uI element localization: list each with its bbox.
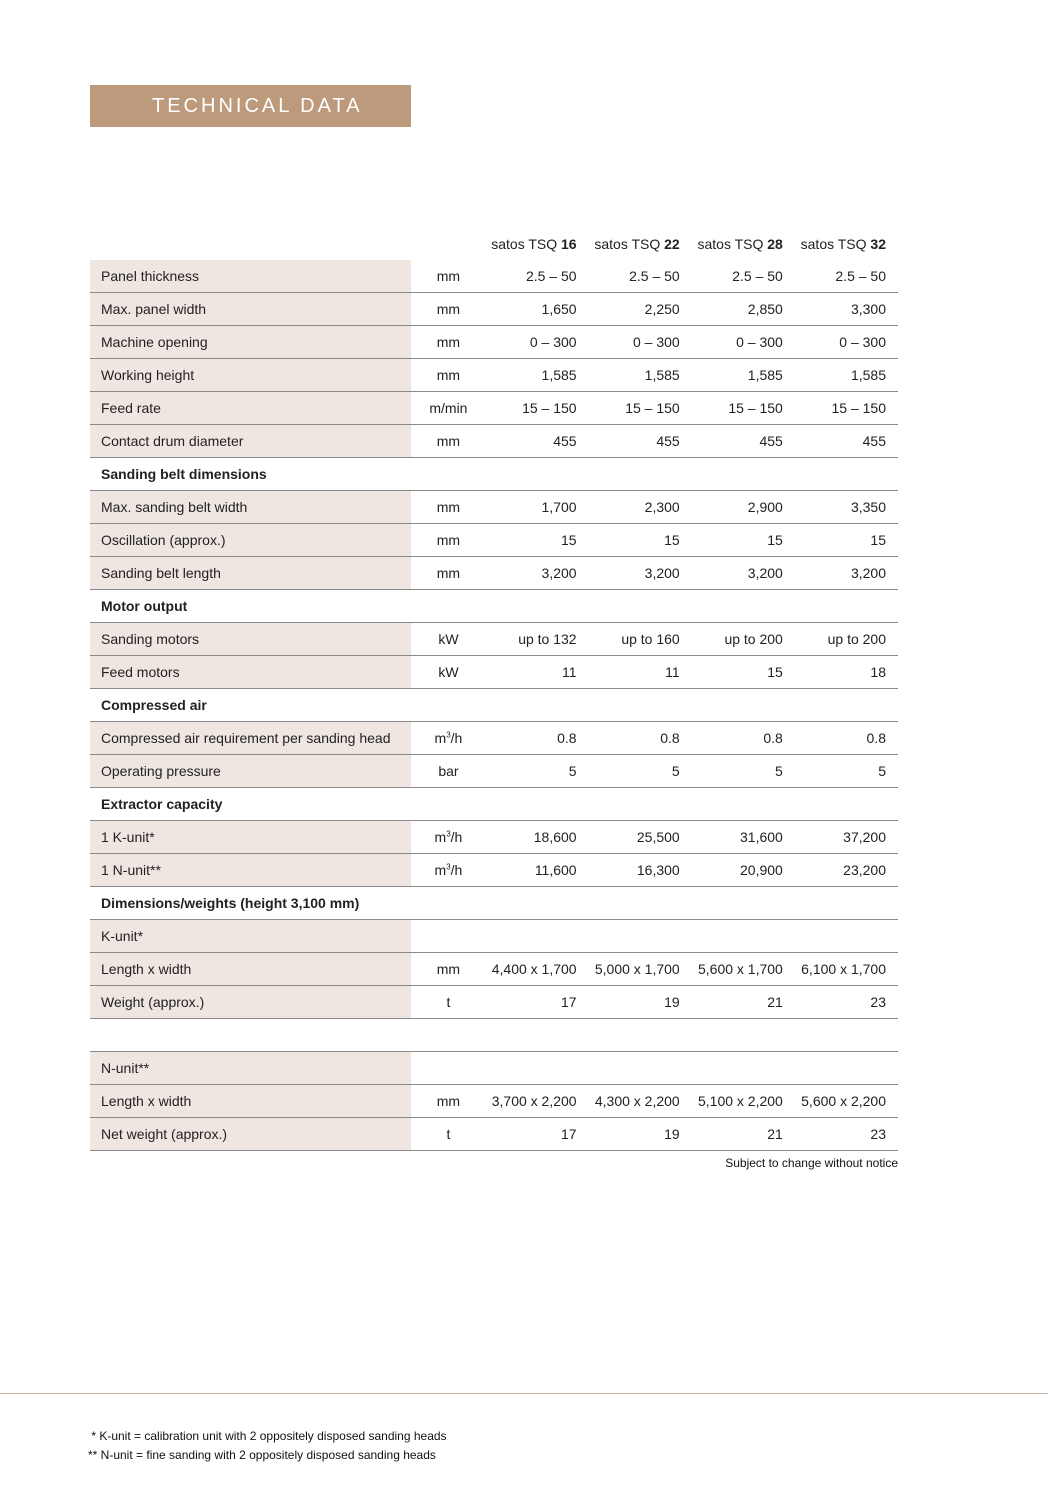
row-label: Net weight (approx.): [90, 1118, 411, 1151]
spacer-cell: [90, 1019, 898, 1052]
unit-cell: [411, 392, 485, 425]
unit-text: mm: [436, 268, 461, 284]
unit-cell: [411, 623, 485, 656]
unit-cell: [411, 1118, 485, 1151]
row-label: Operating pressure: [90, 755, 411, 788]
table-row: [90, 1052, 898, 1085]
row-label: Length x width: [90, 1085, 411, 1118]
row-label: Max. sanding belt width: [90, 491, 411, 524]
footer-divider: [0, 1393, 1048, 1394]
value-cell: 3,350: [795, 491, 898, 524]
value-cell: 3,200: [795, 557, 898, 590]
value-cell: [589, 1052, 692, 1085]
unit-text: bar: [438, 763, 459, 779]
unit-text: m: [434, 730, 447, 746]
table-row: [90, 260, 898, 293]
value-cell: 2,900: [692, 491, 795, 524]
model-number: 32: [870, 236, 886, 252]
value-cell: up to 160: [589, 623, 692, 656]
row-label: Max. panel width: [90, 293, 411, 326]
value-cell: 15 – 150: [485, 392, 588, 425]
row-label: Weight (approx.): [90, 986, 411, 1019]
value-cell: 2.5 – 50: [589, 260, 692, 293]
header-label-cell: [90, 228, 411, 260]
section-row: [90, 689, 898, 722]
unit-suffix: /h: [450, 730, 463, 746]
value-cell: [485, 920, 588, 953]
unit-text: mm: [436, 499, 461, 515]
unit-cell: [411, 524, 485, 557]
value-cell: 5: [589, 755, 692, 788]
value-cell: 23: [795, 1118, 898, 1151]
unit-cell: [411, 491, 485, 524]
value-cell: 1,700: [485, 491, 588, 524]
section-row: [90, 590, 898, 623]
row-label: Oscillation (approx.): [90, 524, 411, 557]
unit-text: mm: [436, 1093, 461, 1109]
unit-text: mm: [436, 961, 461, 977]
unit-superscript: 3: [446, 862, 451, 872]
model-header: [589, 228, 692, 260]
value-cell: up to 132: [485, 623, 588, 656]
value-cell: 5,000 x 1,700: [589, 953, 692, 986]
value-cell: 23,200: [795, 854, 898, 887]
value-cell: 37,200: [795, 821, 898, 854]
unit-cell: [411, 656, 485, 689]
table-row: [90, 623, 898, 656]
table-row: [90, 491, 898, 524]
header-unit-cell: [411, 228, 485, 260]
unit-cell: [411, 326, 485, 359]
value-cell: 2.5 – 50: [795, 260, 898, 293]
table-row: [90, 722, 898, 755]
table-body: [90, 260, 898, 1151]
value-cell: 21: [692, 1118, 795, 1151]
unit-text: mm: [436, 367, 461, 383]
model-header: [692, 228, 795, 260]
value-cell: 5,600 x 1,700: [692, 953, 795, 986]
unit-cell: [411, 755, 485, 788]
value-cell: 15: [589, 524, 692, 557]
value-cell: 4,400 x 1,700: [485, 953, 588, 986]
unit-cell: [411, 854, 485, 887]
value-cell: 23: [795, 986, 898, 1019]
section-filler: [411, 590, 898, 623]
model-number: 22: [664, 236, 680, 252]
unit-text: mm: [436, 433, 461, 449]
footnote-k-unit: * K-unit = calibration unit with 2 oppositely disposed sanding heads: [88, 1429, 447, 1443]
row-label: 1 K-unit*: [90, 821, 411, 854]
table-row: [90, 1118, 898, 1151]
value-cell: 15: [485, 524, 588, 557]
row-label: Sanding motors: [90, 623, 411, 656]
unit-superscript: 3: [446, 829, 451, 839]
model-prefix: satos TSQ: [800, 236, 871, 252]
value-cell: 5,600 x 2,200: [795, 1085, 898, 1118]
section-row: [90, 788, 898, 821]
value-cell: 1,585: [485, 359, 588, 392]
unit-text: mm: [436, 532, 461, 548]
value-cell: up to 200: [795, 623, 898, 656]
spacer-row: [90, 1019, 898, 1052]
section-row: [90, 458, 898, 491]
value-cell: 5: [485, 755, 588, 788]
footnote-n-unit: ** N-unit = fine sanding with 2 oppositely disposed sanding heads: [88, 1448, 436, 1462]
table-row: [90, 1085, 898, 1118]
value-cell: 15 – 150: [692, 392, 795, 425]
value-cell: 11: [485, 656, 588, 689]
value-cell: 2.5 – 50: [692, 260, 795, 293]
unit-suffix: /h: [450, 862, 463, 878]
value-cell: 3,700 x 2,200: [485, 1085, 588, 1118]
section-row: [90, 887, 898, 920]
row-label: K-unit*: [90, 920, 411, 953]
value-cell: 25,500: [589, 821, 692, 854]
unit-text: mm: [436, 565, 461, 581]
table-header-row: [90, 228, 898, 260]
table-row: [90, 821, 898, 854]
value-cell: [795, 1052, 898, 1085]
value-cell: 3,300: [795, 293, 898, 326]
value-cell: 0 – 300: [795, 326, 898, 359]
value-cell: 19: [589, 986, 692, 1019]
value-cell: 455: [485, 425, 588, 458]
value-cell: [692, 1052, 795, 1085]
table-row: [90, 656, 898, 689]
section-heading: Extractor capacity: [90, 788, 411, 821]
unit-cell: [411, 821, 485, 854]
value-cell: 19: [589, 1118, 692, 1151]
unit-text: t: [446, 1126, 451, 1142]
value-cell: [589, 920, 692, 953]
unit-text: m: [434, 862, 447, 878]
value-cell: 5: [795, 755, 898, 788]
row-label: Compressed air requirement per sanding head: [90, 722, 411, 755]
table-row: [90, 524, 898, 557]
section-heading: Dimensions/weights (height 3,100 mm): [90, 887, 411, 920]
row-label: 1 N-unit**: [90, 854, 411, 887]
value-cell: 3,200: [692, 557, 795, 590]
value-cell: 5,100 x 2,200: [692, 1085, 795, 1118]
unit-cell: [411, 293, 485, 326]
model-header: [485, 228, 588, 260]
row-label: Panel thickness: [90, 260, 411, 293]
table-row: [90, 557, 898, 590]
unit-cell: [411, 722, 485, 755]
value-cell: 15: [692, 656, 795, 689]
unit-text: m/min: [429, 400, 468, 416]
section-heading: Sanding belt dimensions: [90, 458, 411, 491]
value-cell: 1,585: [795, 359, 898, 392]
row-label: N-unit**: [90, 1052, 411, 1085]
section-heading: Compressed air: [90, 689, 411, 722]
model-number: 16: [561, 236, 577, 252]
value-cell: 15 – 150: [795, 392, 898, 425]
value-cell: 18: [795, 656, 898, 689]
unit-text: m: [434, 829, 447, 845]
value-cell: [795, 920, 898, 953]
unit-superscript: 3: [446, 730, 451, 740]
model-prefix: satos TSQ: [491, 236, 562, 252]
value-cell: 455: [589, 425, 692, 458]
value-cell: 3,200: [485, 557, 588, 590]
table-row: [90, 293, 898, 326]
value-cell: 11,600: [485, 854, 588, 887]
section-filler: [411, 458, 898, 491]
value-cell: 21: [692, 986, 795, 1019]
value-cell: 0.8: [485, 722, 588, 755]
table-row: [90, 425, 898, 458]
section-filler: [411, 788, 898, 821]
value-cell: 3,200: [589, 557, 692, 590]
unit-text: kW: [438, 631, 459, 647]
value-cell: 1,585: [589, 359, 692, 392]
value-cell: 16,300: [589, 854, 692, 887]
value-cell: 18,600: [485, 821, 588, 854]
unit-cell: [411, 1052, 485, 1085]
value-cell: 0 – 300: [589, 326, 692, 359]
row-label: Length x width: [90, 953, 411, 986]
value-cell: 4,300 x 2,200: [589, 1085, 692, 1118]
table-row: [90, 854, 898, 887]
unit-cell: [411, 986, 485, 1019]
row-label: Contact drum diameter: [90, 425, 411, 458]
page-title-banner: [90, 85, 411, 127]
value-cell: 17: [485, 986, 588, 1019]
table-row: [90, 986, 898, 1019]
unit-cell: [411, 425, 485, 458]
section-heading: Motor output: [90, 590, 411, 623]
value-cell: 0.8: [692, 722, 795, 755]
section-filler: [411, 689, 898, 722]
unit-cell: [411, 260, 485, 293]
value-cell: 0 – 300: [485, 326, 588, 359]
value-cell: 2,250: [589, 293, 692, 326]
value-cell: 15: [795, 524, 898, 557]
row-label: Feed motors: [90, 656, 411, 689]
value-cell: 6,100 x 1,700: [795, 953, 898, 986]
row-label: Feed rate: [90, 392, 411, 425]
unit-cell: [411, 1085, 485, 1118]
value-cell: 20,900: [692, 854, 795, 887]
value-cell: 31,600: [692, 821, 795, 854]
table-row: [90, 755, 898, 788]
technical-data-table: [90, 228, 898, 1151]
value-cell: 11: [589, 656, 692, 689]
row-label: Sanding belt length: [90, 557, 411, 590]
value-cell: 2,850: [692, 293, 795, 326]
unit-text: mm: [436, 301, 461, 317]
value-cell: [692, 920, 795, 953]
unit-cell: [411, 557, 485, 590]
value-cell: 0 – 300: [692, 326, 795, 359]
change-notice: Subject to change without notice: [725, 1156, 898, 1170]
table-row: [90, 326, 898, 359]
table-row: [90, 392, 898, 425]
section-filler: [411, 887, 898, 920]
unit-text: kW: [438, 664, 459, 680]
value-cell: 0.8: [589, 722, 692, 755]
unit-suffix: /h: [450, 829, 463, 845]
page-title: TECHNICAL DATA: [152, 95, 363, 117]
value-cell: 455: [692, 425, 795, 458]
value-cell: 455: [795, 425, 898, 458]
unit-cell: [411, 359, 485, 392]
value-cell: [485, 1052, 588, 1085]
value-cell: 1,650: [485, 293, 588, 326]
value-cell: 1,585: [692, 359, 795, 392]
model-prefix: satos TSQ: [594, 236, 665, 252]
value-cell: 17: [485, 1118, 588, 1151]
model-number: 28: [767, 236, 783, 252]
unit-cell: [411, 953, 485, 986]
table-row: [90, 920, 898, 953]
table-row: [90, 953, 898, 986]
unit-text: mm: [436, 334, 461, 350]
value-cell: 2.5 – 50: [485, 260, 588, 293]
model-header: [795, 228, 898, 260]
row-label: Working height: [90, 359, 411, 392]
value-cell: 2,300: [589, 491, 692, 524]
value-cell: 15: [692, 524, 795, 557]
table-row: [90, 359, 898, 392]
value-cell: 5: [692, 755, 795, 788]
value-cell: up to 200: [692, 623, 795, 656]
value-cell: 0.8: [795, 722, 898, 755]
model-prefix: satos TSQ: [697, 236, 768, 252]
row-label: Machine opening: [90, 326, 411, 359]
unit-text: t: [446, 994, 451, 1010]
value-cell: 15 – 150: [589, 392, 692, 425]
unit-cell: [411, 920, 485, 953]
